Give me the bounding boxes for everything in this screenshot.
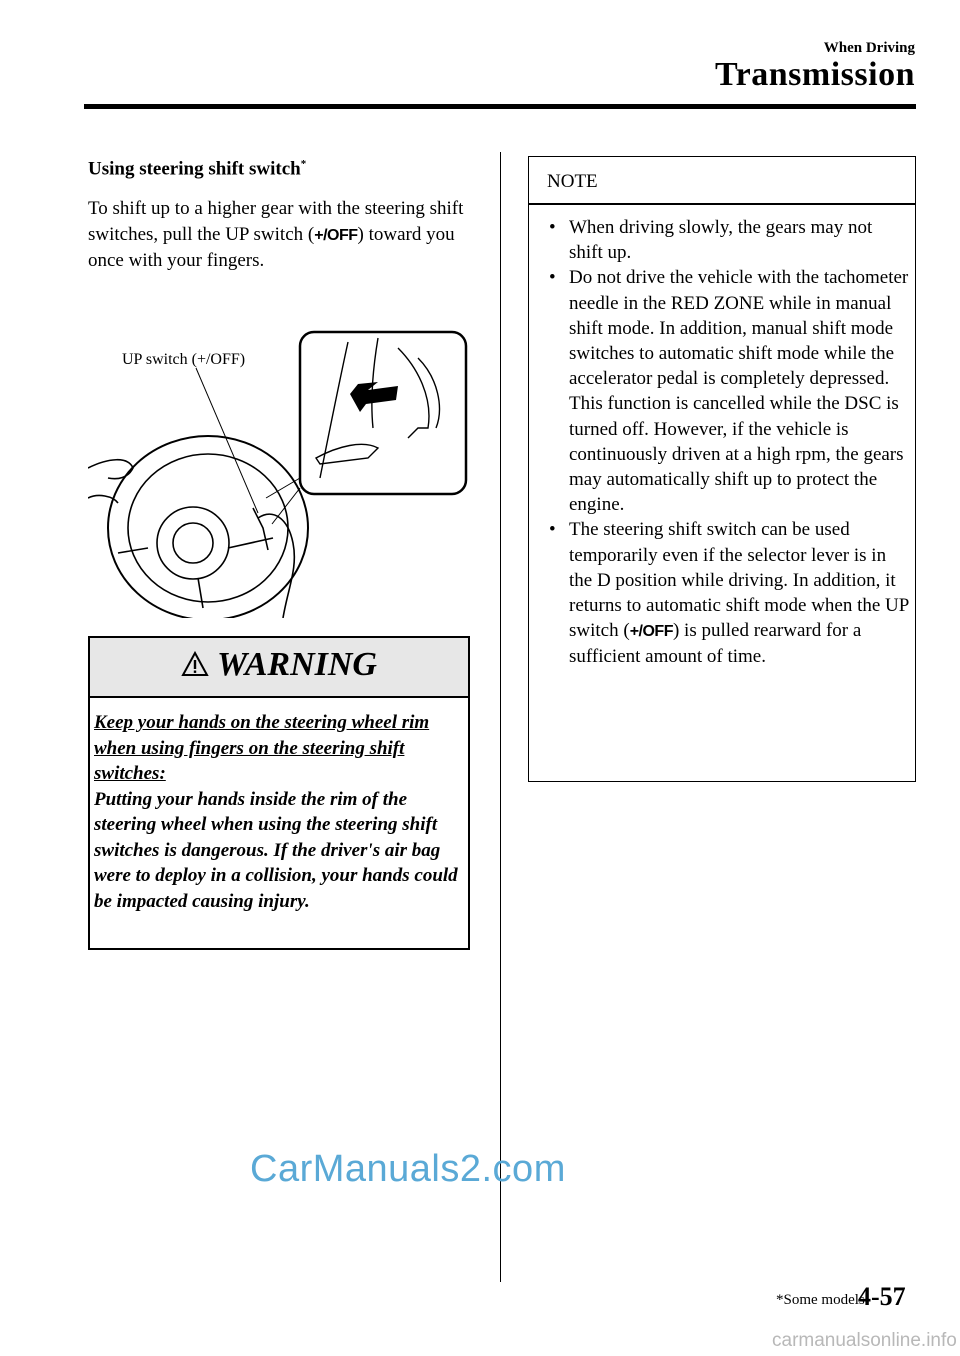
- heading-text: Using steering shift switch: [88, 158, 301, 180]
- bullet: •: [549, 519, 556, 541]
- asterisk-mark: *: [300, 158, 307, 170]
- page-number: 4-57: [858, 1282, 906, 1311]
- column-divider: [500, 152, 501, 1282]
- watermark-url: carmanualsonline.info: [772, 1330, 957, 1351]
- footnote: *Some models.: [776, 1292, 869, 1308]
- warning-text: Putting your hands inside the rim of the steering wheel when using the steering shift switches is dangerous. If the driver's air bag were to deploy in a collision, your hands could be impacted causing injury.: [94, 788, 458, 912]
- note-list: [529, 215, 913, 670]
- warning-lead: Keep your hands on the steering wheel rim when using fingers on the steering shift switches:: [94, 712, 430, 784]
- chapter-title: Transmission: [715, 56, 915, 93]
- watermark-logo: CarManuals2.com: [250, 1148, 566, 1190]
- warning-title-text: WARNING: [217, 646, 377, 683]
- up-switch-icon: +/OFF: [314, 226, 358, 244]
- note-item: [529, 215, 913, 265]
- section-heading: [88, 158, 306, 180]
- note-item: [529, 265, 913, 517]
- up-switch-icon: +/OFF: [629, 623, 673, 641]
- warning-box: [88, 636, 470, 950]
- intro-text-1: To shift up to a higher gear with the steering shift switches, pull the UP switch (: [88, 198, 464, 245]
- note-item-text: The steering shift switch can be used temporarily even if the selector lever is in the D position while driving. In addition, it returns to automatic shift mode when the UP switch (: [569, 519, 909, 642]
- note-item-text: This function is cancelled while the DSC is turned off. However, if the vehicle is continuously driven at a high rpm, the gears may automatically shift up to protect the engine.: [569, 393, 904, 516]
- intro-paragraph: [88, 196, 478, 274]
- note-item-text: When driving slowly, the gears may not shift up.: [569, 217, 873, 264]
- note-item-text: ) is pulled rearward for a sufficient amount of time.: [569, 620, 862, 668]
- note-header-rule: [529, 203, 915, 205]
- note-item-text: Do not drive the vehicle with the tachometer needle in the RED ZONE while in manual shift mode. In addition, manual shift mode switches to automatic shift mode while the accelerator pedal is completely depressed.: [569, 267, 909, 390]
- steering-wheel-illustration: [88, 328, 472, 618]
- warning-triangle-icon: [181, 651, 209, 677]
- header-rule: [84, 104, 916, 109]
- section-label: When Driving: [823, 40, 915, 56]
- note-box: [528, 156, 916, 782]
- note-item: [529, 517, 913, 669]
- bullet: •: [549, 217, 556, 238]
- intro-text-2: ) toward you once with your fingers.: [88, 223, 455, 271]
- callout-label: UP switch (+/OFF): [122, 351, 246, 368]
- note-title: NOTE: [547, 171, 598, 192]
- warning-title: [90, 646, 468, 684]
- bullet: •: [549, 267, 556, 289]
- warning-body: [94, 710, 466, 914]
